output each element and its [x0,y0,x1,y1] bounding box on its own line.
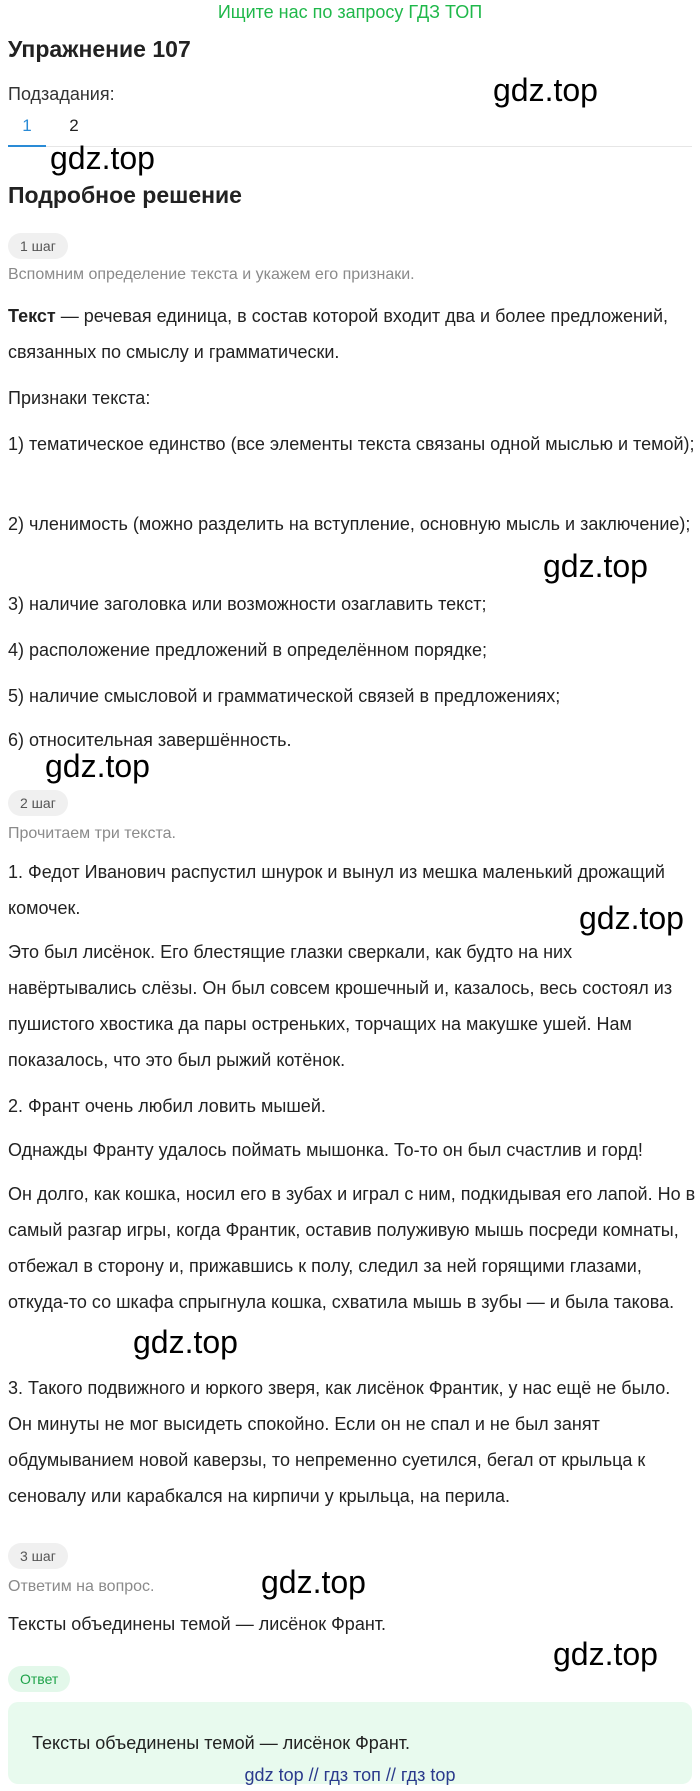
text-paragraph: Это был лисёнок. Его блестящие глазки сверкали, как будто на них навёртывались слёзы. Он был совсем крошечный и, казалось, весь состоял из пушистого хвостика да пары остреньких, торчащих на макушке ушей. Нам показалось, что это был рыжий котёнок. [8,942,673,1070]
watermark: gdz.top [45,748,150,784]
step-badge: 3 шаг [8,1543,68,1569]
feature-item: 5) наличие смысловой и грамматической связей в предложениях; [8,686,561,706]
feature-item: 1) тематическое единство (все элементы текста связаны одной мыслью и темой); [8,434,695,454]
definition-paragraph [8,298,698,370]
page-title: Упражнение 107 [8,36,191,62]
text-paragraph: 2. Франт очень любил ловить мышей. [8,1096,326,1116]
step-badge: 2 шаг [8,790,68,816]
step-badge: 1 шаг [8,233,68,259]
tab-subtask-2[interactable]: 2 [69,116,79,135]
feature-item: 6) относительная завершённость. [8,730,292,750]
step-hint: Ответим на вопрос. [8,1578,155,1595]
step-hint: Прочитаем три текста. [8,825,176,842]
text-paragraph: Он долго, как кошка, носил его в зубах и играл с ним, подкидывая его лапой. Но в самый разгар игры, когда Франтик, оставив полуживую мышь посреди комнаты, отбежал в сторону и, прижавшись к полу, следил за ней горящими глазами, откуда-то со шкафа спрыгнула кошка, схватила мышь в зубы — и была такова. [8,1184,696,1312]
watermark: gdz.top [133,1324,238,1360]
watermark: gdz.top [579,900,684,936]
answer-badge: Ответ [8,1666,70,1692]
watermark: gdz.top [553,1636,658,1672]
feature-item: 4) расположение предложений в определённом порядке; [8,640,488,660]
answer-text: Тексты объединены темой — лисёнок Франт. [32,1733,411,1753]
text-paragraph: 3. Такого подвижного и юркого зверя, как лисёнок Франтик, у нас ещё не было. Он минуты не мог высидеть спокойно. Если он не спал и не был занят обдумыванием новой каверзы, то непременно суетился, бегал от крыльца к сеновалу или карабкался на кирпичи у крыльца, на перила. [8,1378,671,1506]
subtasks-label: Подзадания: [8,84,115,104]
watermark: gdz.top [543,548,648,584]
step-hint: Вспомним определение текста и укажем его признаки. [8,266,415,283]
text-paragraph: 1. Федот Иванович распустил шнурок и вынул из мешка маленький дрожащий комочек. [8,862,665,918]
feature-item: 3) наличие заголовка или возможности озаглавить текст; [8,594,487,614]
answer-statement: Тексты объединены темой — лисёнок Франт. [8,1614,387,1634]
definition-text: — речевая единица, в состав которой входит два и более предложений, связанных по смыслу и грамматически. [8,306,669,362]
footer-links[interactable]: gdz top // гдз топ // гдз top [244,1765,456,1785]
text-paragraph: Однажды Франту удалось поймать мышонка. То-то он был счастлив и горд! [8,1140,643,1160]
watermark: gdz.top [493,72,598,108]
watermark: gdz.top [261,1564,366,1600]
features-title: Признаки текста: [8,388,151,408]
watermark: gdz.top [50,140,155,176]
definition-term: Текст [8,306,56,326]
tab-subtask-1[interactable]: 1 [8,114,46,147]
feature-item: 2) членимость (можно разделить на вступление, основную мысль и заключение); [8,514,691,534]
top-banner: Ищите нас по запросу ГДЗ ТОП [217,2,483,22]
section-title: Подробное решение [8,182,242,208]
